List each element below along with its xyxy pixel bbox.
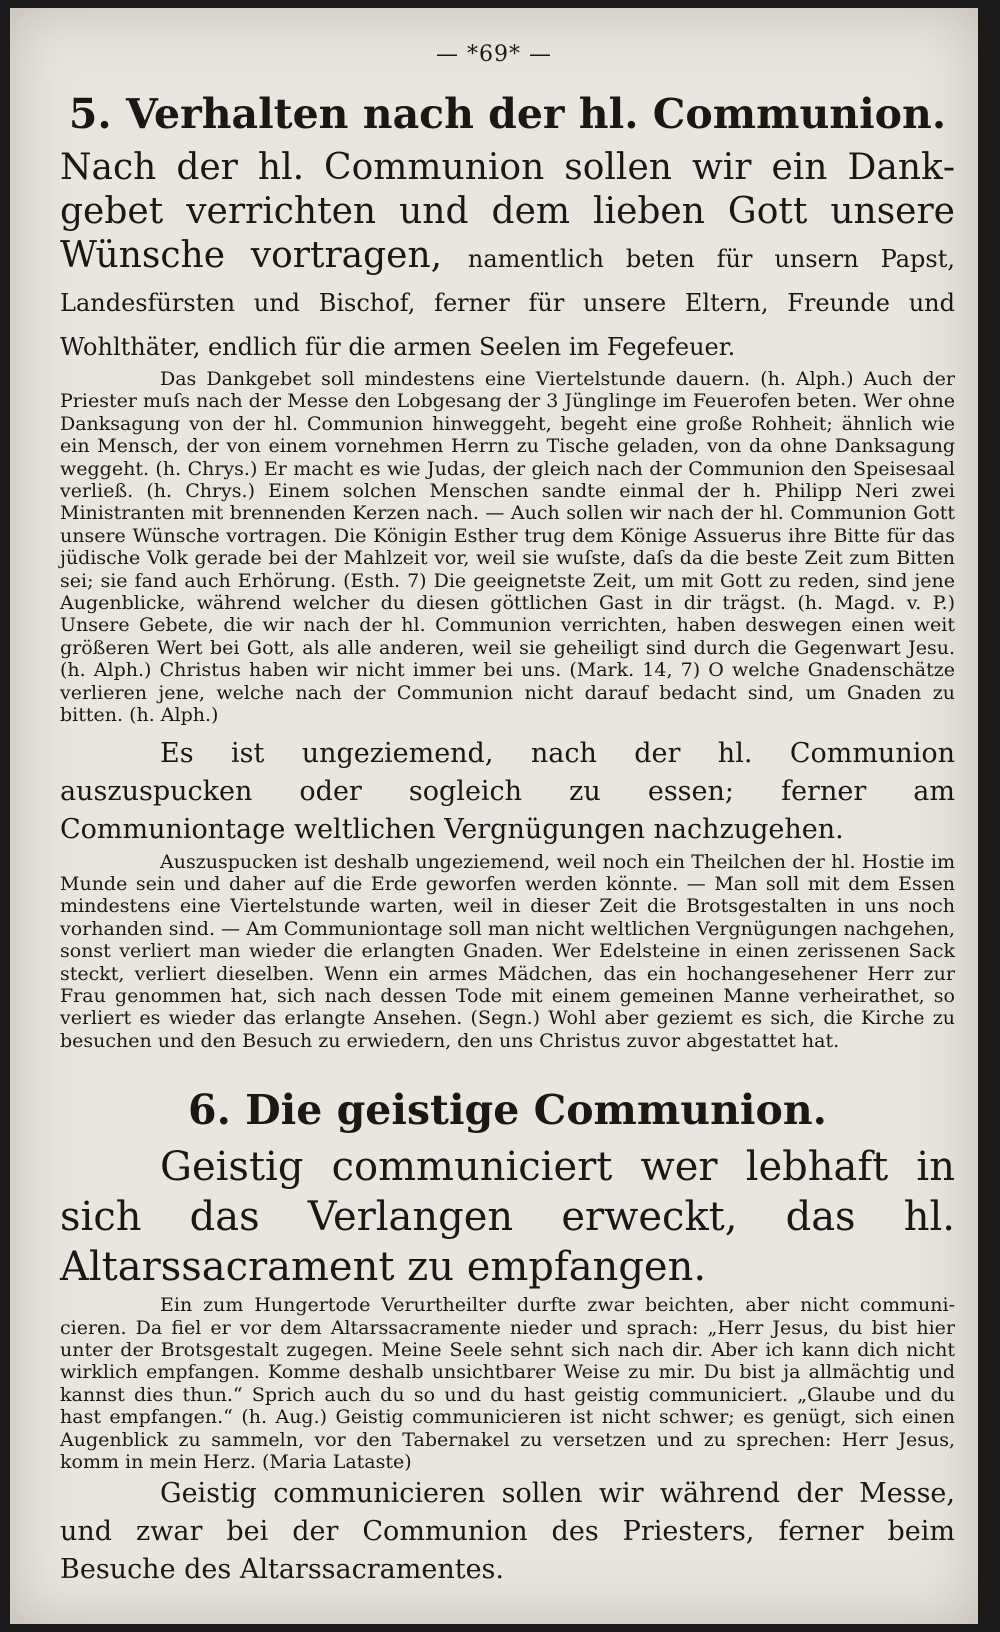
section-5-paragraph-2: Auszuspucken ist deshalb ungeziemend, weil noch ein Theilchen der hl. Hostie im Munde sein und daher auf die Erde geworfen werden könnte. — Man soll mit dem Essen mindestens eine Viertelstunde warten, weil in dieser Zeit die Brotsgestalten in uns noch vorhanden sind. — Am Communiontage soll man nicht weltlichen Vergnügungen nachgehen, sonst verliert man wieder die erlangten Gnaden. Wer Edelsteine in einen zerissenen Sack steckt, verliert dieselben. Wenn ein armes Mädchen, das ein hochangesehener Herr zur Frau genommen hat, sich nach dessen Tode mit einem gemeinen Manne verheirathet, so verliert es wieder das erlangte Ansehen. (Segn.) Wohl aber geziemt es sich, die Kirche zu besuchen und den Besuch zu erwiedern, den uns Christus zuvor abgestattet hat. — [60, 850, 956, 1052]
section-6-lead: Geistig communiciert wer lebhaft in sich das Verlangen erweckt, das hl. Altarssacrament zu empfangen. — [60, 1144, 955, 1291]
section-5-paragraph-1: Das Dankgebet soll mindestens eine Viertelstunde dauern. (h. Alph.) Auch der Priester muſs nach der Messe den Lobgesang der 3 Jünglinge im Feuerofen beten. Wer ohne Danksagung von der hl. Communion hinweggeht, begeht eine große Rohheit; ähnlich wie ein Mensch, der von einem vornehmen Herrn zu Tische geladen, von da ohne Danksagung weggeht. (h. Chrys.) Er macht es wie Judas, der gleich nach der Communion den Speisesaal verließ. (h. Chrys.) Einem solchen Menschen sandte einmal der h. Philipp Neri zwei Ministranten mit brennenden Kerzen nach. — Auch sollen wir nach der hl. Communion Gott unsere Wünsche vortragen. Die Königin Esther trug dem Könige Assuerus ihre Bitte für das jüdische Volk gerade bei der Mahlzeit vor, weil sie wuſste, daſs da die beste Zeit zum Bitten sei; sie fand auch Erhörung. (Esth. 7) Die geeignetste Zeit, um mit Gott zu reden, sind jene Augenblicke, während welcher du diesen göttlichen Gast in dir trägst. (h. Magd. v. P.) Unsere Gebete, die wir nach der hl. Communion verrichten, haben deswegen einen weit größeren Wert bei Gott, als alle anderen, weil sie geheiligt sind durch die Gegenwart Jesu. (h. Alph.) Christus haben wir nicht immer bei uns. (Mark. 14, 7) O welche Gnadenschätze verlieren jene, welche nach der Communion nicht darauf bedacht sind, um Gnaden zu bitten. (h. Alph.) — [60, 368, 955, 727]
page-content — [60, 86, 955, 1589]
section-5-lead — [60, 146, 955, 366]
section-5-lead-emphasis: Nach der hl. Communion sollen wir ein Dankgebet verrichten und dem lieben Gott unsere Wünsche vortragen, — [60, 147, 955, 276]
book-page — [10, 8, 978, 1624]
section-6-paragraph-1: Ein zum Hungertode Verurtheilter durfte zwar beichten, aber nicht communicieren. Da fiel er vor dem Altarssacramente nieder und sprach: „Herr Jesus, du bist hier unter der Brotsgestalt zugegen. Meine Seele sehnt sich nach dir. Aber ich kann dich nicht wirklich empfangen. Komme deshalb unsichtbarer Weise zu mir. Du bist ja allmächtig und kannst dies thun.“ Sprich auch du so und du hast geistig communiciert. „Glaube und du hast empfangen.“ (h. Aug.) Geistig communicieren ist nicht schwer; es genügt, sich einen Augenblick zu sammeln, vor den Tabernakel zu versetzen und zu sprechen: Herr Jesus, komm in mein Herz. (Maria Lataste) — [60, 1294, 955, 1473]
section-5-heading: 5. Verhalten nach der hl. Communion. — [68, 90, 947, 138]
section-6-rule-2: Geistig communicieren sollen wir während der Messe, und zwar bei der Communion des Priesters, ferner beim Besuche des Altarssacramentes. — [60, 1478, 955, 1586]
page-number: — *69* — — [436, 42, 552, 67]
section-5-rule-2: Es ist ungeziemend, nach der hl. Communion auszuspucken oder sogleich zu essen; ferner am Communiontage weltlichen Vergnügungen nachzugehen. — [60, 737, 955, 845]
section-6-heading: 6. Die geistige Communion. — [188, 1086, 827, 1135]
section-5-lead-rest: namentlich beten für unsern Papst, Landesfürsten und Bischof, ferner für unsere Eltern, Freunde und Wohlthäter, endlich für die armen Seelen im Fegefeuer. — [60, 245, 955, 361]
